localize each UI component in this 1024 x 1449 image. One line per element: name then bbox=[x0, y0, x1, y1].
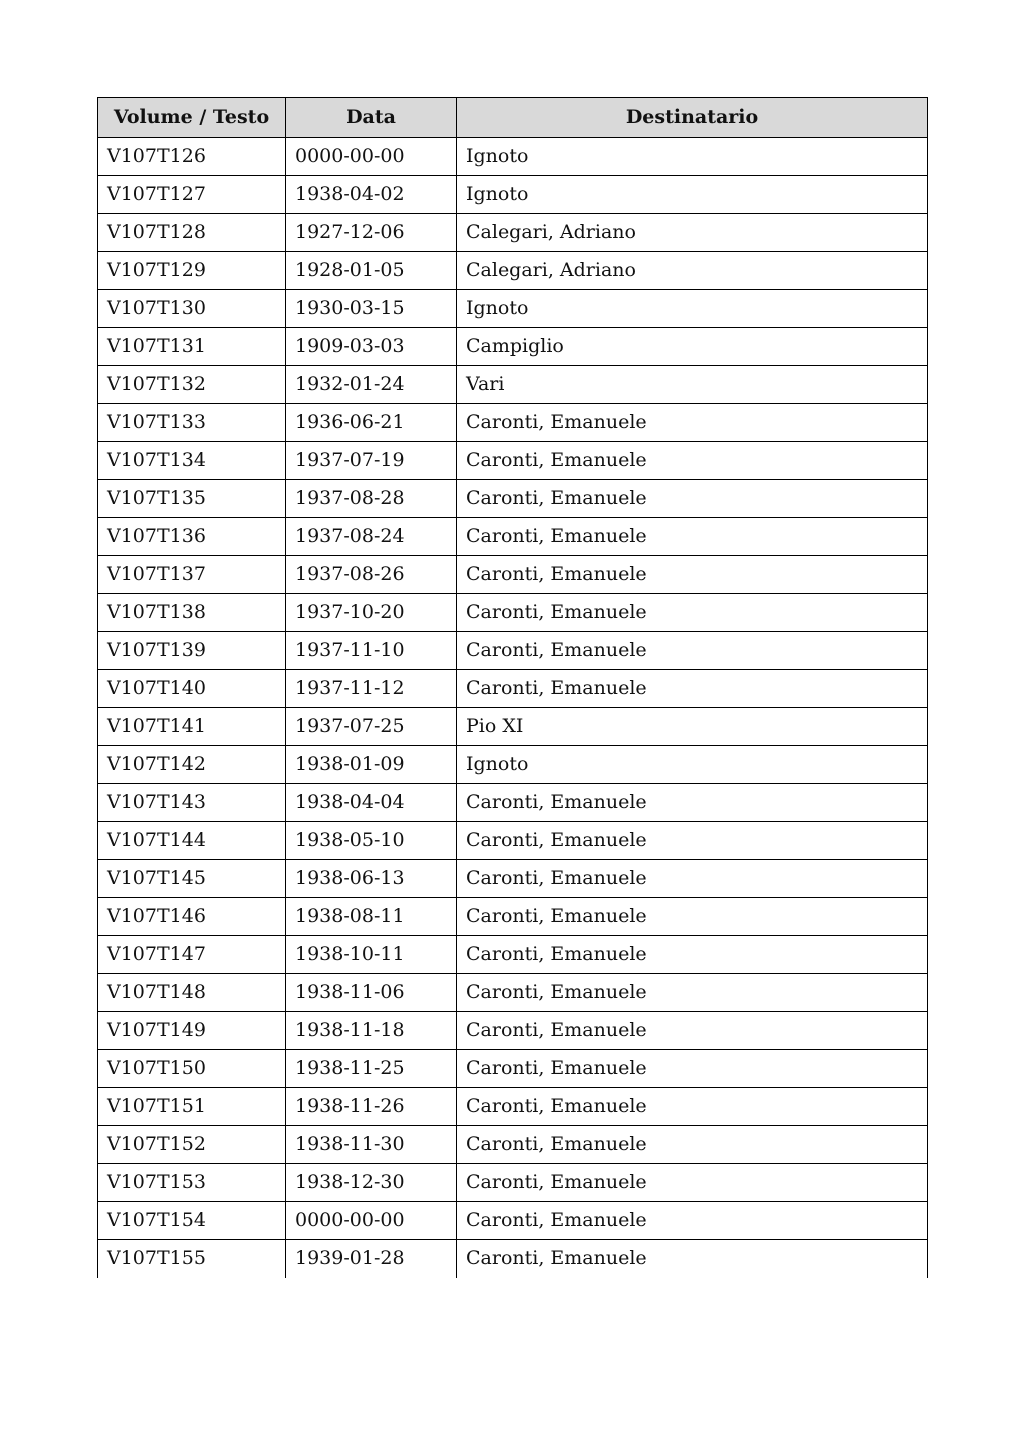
cell-destinatario: Ignoto bbox=[457, 176, 928, 214]
column-header-volume-testo: Volume / Testo bbox=[98, 98, 286, 138]
table-row bbox=[98, 328, 928, 366]
cell-data: 1938-10-11 bbox=[286, 936, 457, 974]
cell-destinatario: Caronti, Emanuele bbox=[457, 860, 928, 898]
table-row bbox=[98, 860, 928, 898]
cell-volume-testo: V107T153 bbox=[98, 1164, 286, 1202]
cell-data: 1938-04-02 bbox=[286, 176, 457, 214]
cell-destinatario: Caronti, Emanuele bbox=[457, 1126, 928, 1164]
cell-data: 1937-08-24 bbox=[286, 518, 457, 556]
cell-destinatario: Ignoto bbox=[457, 290, 928, 328]
table-row bbox=[98, 252, 928, 290]
table-row bbox=[98, 1126, 928, 1164]
cell-destinatario: Caronti, Emanuele bbox=[457, 974, 928, 1012]
cell-volume-testo: V107T143 bbox=[98, 784, 286, 822]
cell-volume-testo: V107T130 bbox=[98, 290, 286, 328]
cell-destinatario: Caronti, Emanuele bbox=[457, 404, 928, 442]
cell-destinatario: Vari bbox=[457, 366, 928, 404]
cell-data: 1938-08-11 bbox=[286, 898, 457, 936]
table-row bbox=[98, 442, 928, 480]
cell-volume-testo: V107T150 bbox=[98, 1050, 286, 1088]
column-header-destinatario: Destinatario bbox=[457, 98, 928, 138]
cell-destinatario: Caronti, Emanuele bbox=[457, 1088, 928, 1126]
cell-destinatario: Caronti, Emanuele bbox=[457, 1164, 928, 1202]
cell-volume-testo: V107T141 bbox=[98, 708, 286, 746]
table-row bbox=[98, 138, 928, 176]
cell-destinatario: Caronti, Emanuele bbox=[457, 898, 928, 936]
cell-data: 1938-12-30 bbox=[286, 1164, 457, 1202]
table-row bbox=[98, 1164, 928, 1202]
table-row bbox=[98, 974, 928, 1012]
table-row bbox=[98, 1012, 928, 1050]
table-row bbox=[98, 822, 928, 860]
cell-data: 1937-07-19 bbox=[286, 442, 457, 480]
cell-data: 1927-12-06 bbox=[286, 214, 457, 252]
cell-data: 1930-03-15 bbox=[286, 290, 457, 328]
cell-destinatario: Caronti, Emanuele bbox=[457, 594, 928, 632]
cell-data: 1937-11-10 bbox=[286, 632, 457, 670]
table-row bbox=[98, 1240, 928, 1278]
cell-data: 1938-01-09 bbox=[286, 746, 457, 784]
cell-volume-testo: V107T151 bbox=[98, 1088, 286, 1126]
cell-volume-testo: V107T145 bbox=[98, 860, 286, 898]
table-row bbox=[98, 214, 928, 252]
cell-volume-testo: V107T134 bbox=[98, 442, 286, 480]
cell-volume-testo: V107T131 bbox=[98, 328, 286, 366]
cell-volume-testo: V107T138 bbox=[98, 594, 286, 632]
letters-table bbox=[97, 97, 928, 1278]
cell-destinatario: Caronti, Emanuele bbox=[457, 442, 928, 480]
cell-data: 1938-11-06 bbox=[286, 974, 457, 1012]
table-row bbox=[98, 1088, 928, 1126]
cell-volume-testo: V107T129 bbox=[98, 252, 286, 290]
cell-data: 1932-01-24 bbox=[286, 366, 457, 404]
cell-volume-testo: V107T152 bbox=[98, 1126, 286, 1164]
cell-destinatario: Caronti, Emanuele bbox=[457, 670, 928, 708]
cell-data: 1938-11-18 bbox=[286, 1012, 457, 1050]
cell-volume-testo: V107T148 bbox=[98, 974, 286, 1012]
table-row bbox=[98, 480, 928, 518]
cell-destinatario: Caronti, Emanuele bbox=[457, 784, 928, 822]
cell-volume-testo: V107T147 bbox=[98, 936, 286, 974]
cell-data: 1938-06-13 bbox=[286, 860, 457, 898]
cell-destinatario: Caronti, Emanuele bbox=[457, 822, 928, 860]
table-row bbox=[98, 290, 928, 328]
cell-data: 1937-10-20 bbox=[286, 594, 457, 632]
cell-volume-testo: V107T154 bbox=[98, 1202, 286, 1240]
cell-destinatario: Ignoto bbox=[457, 746, 928, 784]
cell-destinatario: Caronti, Emanuele bbox=[457, 936, 928, 974]
cell-data: 1937-08-28 bbox=[286, 480, 457, 518]
cell-volume-testo: V107T137 bbox=[98, 556, 286, 594]
cell-data: 1938-05-10 bbox=[286, 822, 457, 860]
cell-data: 1937-08-26 bbox=[286, 556, 457, 594]
cell-volume-testo: V107T128 bbox=[98, 214, 286, 252]
cell-volume-testo: V107T140 bbox=[98, 670, 286, 708]
table-row bbox=[98, 594, 928, 632]
cell-destinatario: Ignoto bbox=[457, 138, 928, 176]
cell-data: 0000-00-00 bbox=[286, 1202, 457, 1240]
cell-volume-testo: V107T126 bbox=[98, 138, 286, 176]
table-row bbox=[98, 176, 928, 214]
cell-data: 1938-04-04 bbox=[286, 784, 457, 822]
cell-volume-testo: V107T149 bbox=[98, 1012, 286, 1050]
column-header-data: Data bbox=[286, 98, 457, 138]
cell-data: 0000-00-00 bbox=[286, 138, 457, 176]
cell-destinatario: Caronti, Emanuele bbox=[457, 1012, 928, 1050]
cell-destinatario: Caronti, Emanuele bbox=[457, 1240, 928, 1278]
table-header bbox=[98, 98, 928, 138]
table-row bbox=[98, 670, 928, 708]
table-row bbox=[98, 746, 928, 784]
cell-volume-testo: V107T139 bbox=[98, 632, 286, 670]
table-row bbox=[98, 784, 928, 822]
cell-destinatario: Caronti, Emanuele bbox=[457, 1050, 928, 1088]
cell-destinatario: Pio XI bbox=[457, 708, 928, 746]
cell-data: 1936-06-21 bbox=[286, 404, 457, 442]
cell-volume-testo: V107T142 bbox=[98, 746, 286, 784]
table-row bbox=[98, 366, 928, 404]
cell-data: 1939-01-28 bbox=[286, 1240, 457, 1278]
cell-data: 1938-11-26 bbox=[286, 1088, 457, 1126]
cell-data: 1909-03-03 bbox=[286, 328, 457, 366]
table-row bbox=[98, 632, 928, 670]
cell-volume-testo: V107T132 bbox=[98, 366, 286, 404]
cell-destinatario: Caronti, Emanuele bbox=[457, 518, 928, 556]
table-body bbox=[98, 138, 928, 1278]
cell-volume-testo: V107T127 bbox=[98, 176, 286, 214]
cell-destinatario: Campiglio bbox=[457, 328, 928, 366]
cell-destinatario: Caronti, Emanuele bbox=[457, 480, 928, 518]
table-row bbox=[98, 898, 928, 936]
cell-volume-testo: V107T144 bbox=[98, 822, 286, 860]
cell-data: 1938-11-25 bbox=[286, 1050, 457, 1088]
table-row bbox=[98, 404, 928, 442]
cell-destinatario: Caronti, Emanuele bbox=[457, 556, 928, 594]
cell-volume-testo: V107T133 bbox=[98, 404, 286, 442]
table-row bbox=[98, 708, 928, 746]
header-row bbox=[98, 98, 928, 138]
cell-destinatario: Calegari, Adriano bbox=[457, 252, 928, 290]
cell-volume-testo: V107T136 bbox=[98, 518, 286, 556]
table-row bbox=[98, 1050, 928, 1088]
table-row bbox=[98, 1202, 928, 1240]
cell-destinatario: Calegari, Adriano bbox=[457, 214, 928, 252]
cell-destinatario: Caronti, Emanuele bbox=[457, 1202, 928, 1240]
cell-volume-testo: V107T155 bbox=[98, 1240, 286, 1278]
cell-data: 1928-01-05 bbox=[286, 252, 457, 290]
cell-destinatario: Caronti, Emanuele bbox=[457, 632, 928, 670]
cell-volume-testo: V107T146 bbox=[98, 898, 286, 936]
cell-volume-testo: V107T135 bbox=[98, 480, 286, 518]
table-row bbox=[98, 936, 928, 974]
cell-data: 1937-07-25 bbox=[286, 708, 457, 746]
cell-data: 1938-11-30 bbox=[286, 1126, 457, 1164]
cell-data: 1937-11-12 bbox=[286, 670, 457, 708]
table-row bbox=[98, 556, 928, 594]
table-row bbox=[98, 518, 928, 556]
